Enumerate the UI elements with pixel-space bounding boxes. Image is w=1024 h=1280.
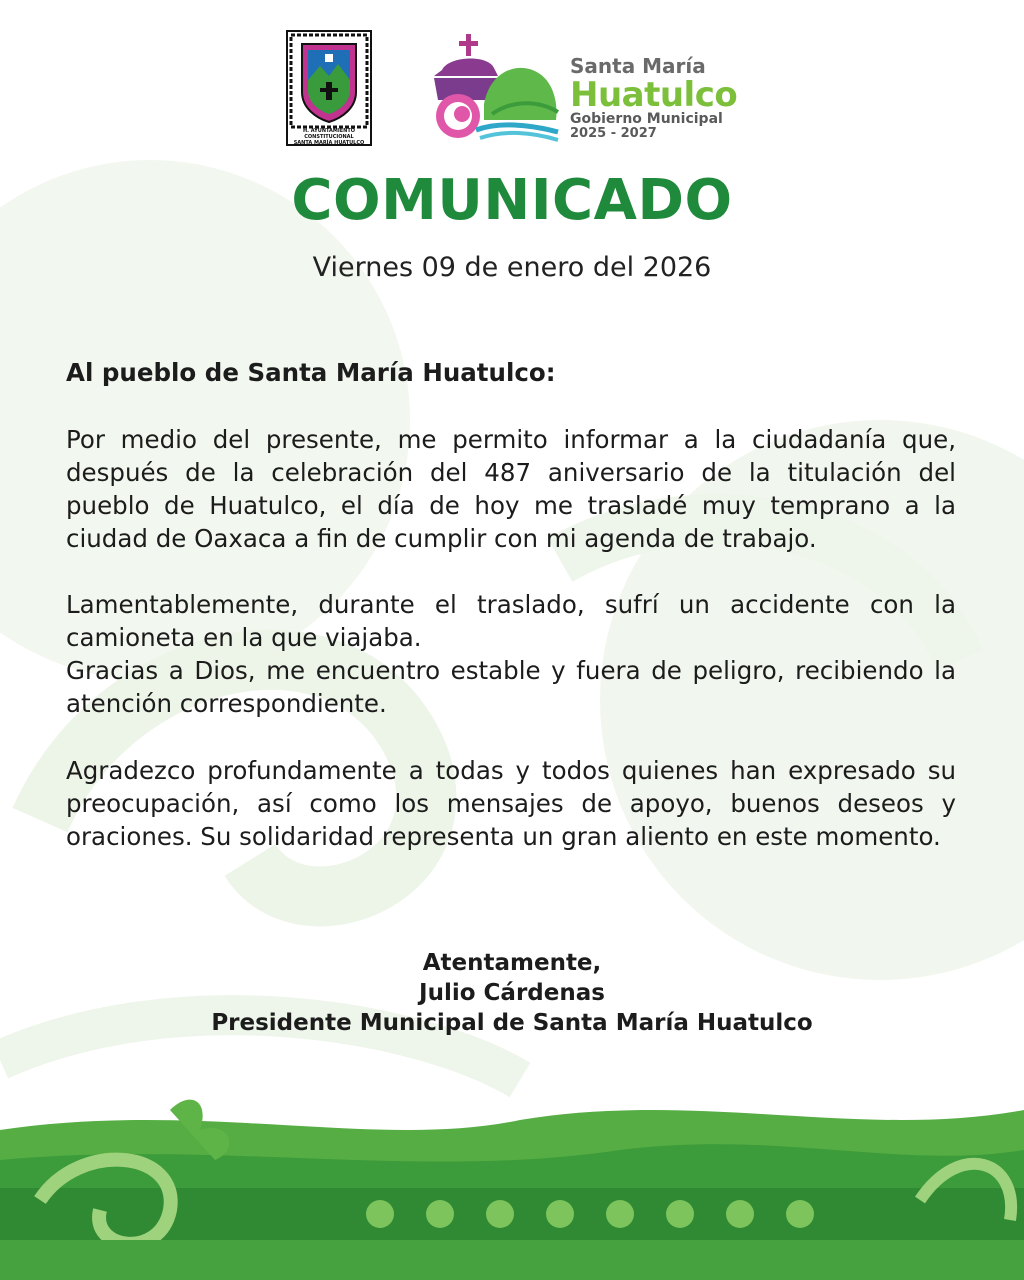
seal-caption: [286, 128, 372, 146]
signature-name: Julio Cárdenas: [419, 980, 605, 1006]
brand-government: Gobierno Municipal: [570, 111, 723, 127]
salutation: Al pueblo de Santa María Huatulco:: [66, 358, 556, 387]
huatulco-brand-logo: [428, 34, 560, 144]
brand-name-huatulco: Huatulco: [570, 75, 738, 115]
signature-position: Presidente Municipal de Santa María Huatulco: [211, 1010, 813, 1036]
paragraph: Gracias a Dios, me encuentro estable y fuera de peligro, recibiendo la atención correspondiente.: [66, 656, 956, 718]
brand-wordmark: [570, 54, 770, 141]
page-title: COMUNICADO: [291, 168, 733, 233]
paragraph-group: [66, 588, 956, 720]
paragraph: Lamentablemente, durante el traslado, sufrí un accidente con la camioneta en la que viajaba.: [66, 590, 956, 652]
seal-caption-line: SANTA MARÍA HUATULCO: [293, 140, 365, 146]
brand-name-line: Santa María: [570, 54, 706, 78]
paragraph: Agradezco profundamente a todas y todos quienes han expresado su preocupación, así como los mensajes de apoyo, buenos deseos y oraciones. Su solidaridad representa un gran aliento en este momento.: [66, 756, 956, 851]
signature-block: [0, 948, 1024, 1038]
document-date: Viernes 09 de enero del 2026: [312, 252, 712, 283]
paragraph: Por medio del presente, me permito informar a la ciudadanía que, después de la celebración del 487 aniversario de la titulación del pueblo de Huatulco, el día de hoy me trasladé muy temprano a la ciudad de Oaxaca a fin de cumplir con mi agenda de trabajo.: [66, 425, 956, 553]
seal-caption-line: H. AYUNTAMIENTO CONSTITUCIONAL: [302, 128, 356, 140]
signature-closing: Atentamente,: [422, 950, 602, 976]
brand-term: 2025 - 2027: [570, 126, 657, 141]
